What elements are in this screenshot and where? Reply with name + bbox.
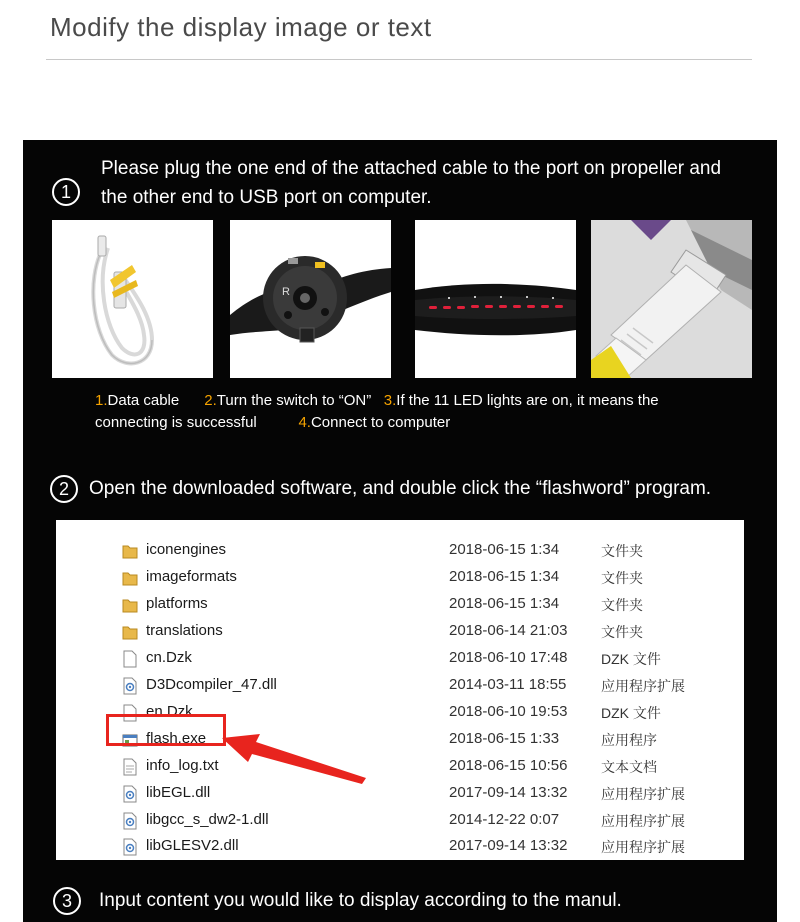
- file-name: cn.Dzk: [146, 649, 192, 666]
- file-date: 2018-06-15 1:34: [449, 595, 560, 612]
- file-name: info_log.txt: [146, 757, 219, 774]
- file-type: 应用程序扩展: [601, 813, 685, 829]
- file-row[interactable]: [56, 538, 744, 564]
- step-3-text: Input content you would like to display according to the manul.: [99, 890, 622, 911]
- file-type: 应用程序: [601, 732, 657, 748]
- file-date: 2018-06-15 10:56: [449, 757, 568, 774]
- file-type: 应用程序扩展: [601, 839, 685, 855]
- led-blade-photo: [415, 220, 576, 378]
- step-3-number: 3: [53, 887, 81, 915]
- data-cable-photo: [52, 220, 213, 378]
- dll-icon: [122, 677, 138, 695]
- folder-icon: [122, 596, 138, 614]
- file-name: platforms: [146, 595, 208, 612]
- file-date: 2018-06-10 17:48: [449, 649, 568, 666]
- file-name: libEGL.dll: [146, 784, 211, 801]
- file-date: 2018-06-14 21:03: [449, 622, 568, 639]
- file-date: 2017-09-14 13:32: [449, 784, 568, 801]
- step-2-text: Open the downloaded software, and double click the “flashword” program.: [89, 478, 712, 499]
- text-file-icon: [122, 758, 138, 776]
- instruction-panel: [23, 140, 777, 922]
- hub-label: R: [282, 286, 290, 298]
- step-1-text-line2: the other end to USB port on computer.: [101, 187, 432, 208]
- file-row[interactable]: [56, 781, 744, 807]
- file-row[interactable]: [56, 834, 744, 860]
- file-icon: [122, 650, 138, 668]
- file-row[interactable]: [56, 592, 744, 618]
- dll-icon: [122, 785, 138, 803]
- file-name: en.Dzk: [146, 703, 193, 720]
- caption-item-3-cont: connecting is successful: [95, 414, 257, 431]
- file-type: DZK 文件: [601, 705, 661, 721]
- file-type: 应用程序扩展: [601, 678, 685, 694]
- file-type: 文件夹: [601, 597, 643, 613]
- file-name: libGLESV2.dll: [146, 837, 239, 854]
- file-type: 文件夹: [601, 624, 643, 640]
- file-name: D3Dcompiler_47.dll: [146, 676, 277, 693]
- file-row[interactable]: [56, 754, 744, 780]
- file-date: 2018-06-10 19:53: [449, 703, 568, 720]
- file-name: imageformats: [146, 568, 237, 585]
- file-row[interactable]: [56, 808, 744, 834]
- file-type: DZK 文件: [601, 651, 661, 667]
- file-row[interactable]: [56, 646, 744, 672]
- dll-icon: [122, 812, 138, 830]
- dll-icon: [122, 838, 138, 856]
- usb-connector-photo: [591, 220, 752, 378]
- photo-caption: [95, 390, 735, 434]
- file-row[interactable]: [56, 565, 744, 591]
- step-2-number: 2: [50, 475, 78, 503]
- file-date: 2014-03-11 18:55: [449, 676, 567, 693]
- caption-item-3: 3.If the 11 LED lights are on, it means the: [383, 392, 659, 409]
- file-row[interactable]: [56, 673, 744, 699]
- folder-icon: [122, 569, 138, 587]
- file-date: 2018-06-15 1:34: [449, 568, 560, 585]
- page-title: Modify the display image or text: [50, 12, 432, 42]
- file-type: 文件夹: [601, 543, 643, 559]
- file-name: flash.exe: [146, 730, 207, 747]
- file-date: 2018-06-15 1:34: [449, 541, 560, 558]
- red-arrow-icon: [216, 726, 376, 786]
- file-date: 2014-12-22 0:07: [449, 811, 560, 828]
- flash-exe-highlight-box: [106, 714, 226, 746]
- caption-item-1: 1.Data cable: [95, 392, 180, 409]
- file-type: 文件夹: [601, 570, 643, 586]
- file-name: iconengines: [146, 541, 227, 558]
- propeller-hub-photo: [230, 220, 391, 378]
- file-type: 应用程序扩展: [601, 786, 685, 802]
- file-name: libgcc_s_dw2-1.dll: [146, 811, 269, 828]
- step-1-text-line1: Please plug the one end of the attached cable to the port on propeller and: [101, 158, 722, 179]
- folder-icon: [122, 623, 138, 641]
- folder-icon: [122, 542, 138, 560]
- caption-item-2: 2.Turn the switch to “ON”: [204, 392, 372, 409]
- file-date: 2017-09-14 13:32: [449, 837, 568, 854]
- title-divider: [46, 59, 752, 60]
- file-explorer-window: [56, 520, 744, 860]
- file-row[interactable]: [56, 619, 744, 645]
- step-1-number: 1: [52, 178, 80, 206]
- file-name: translations: [146, 622, 223, 639]
- caption-item-4: 4.Connect to computer: [298, 414, 451, 431]
- file-date: 2018-06-15 1:33: [449, 730, 560, 747]
- file-type: 文本文档: [601, 759, 657, 775]
